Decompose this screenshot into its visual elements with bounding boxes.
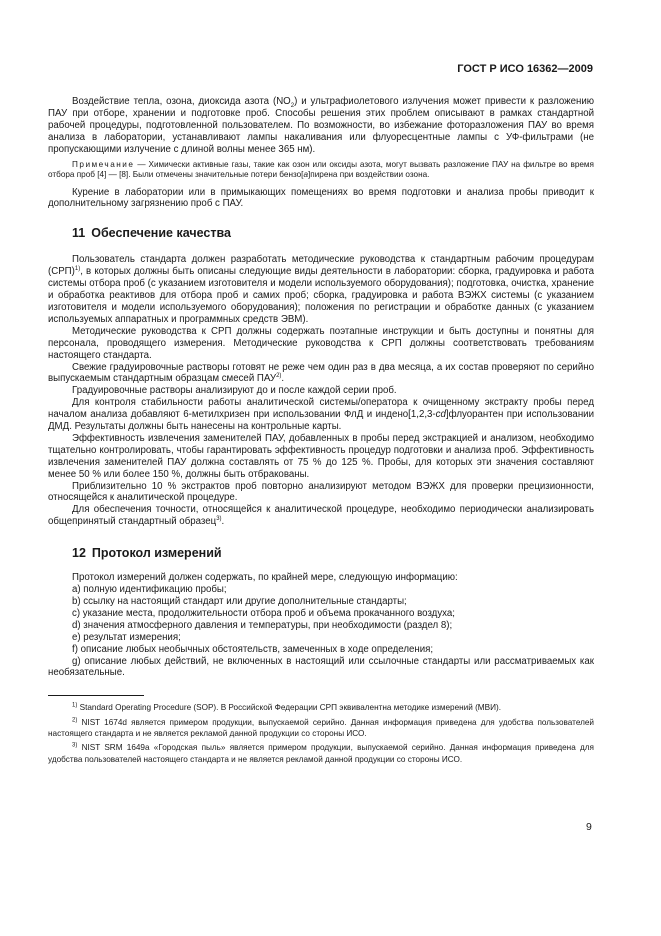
s11-paragraph-6: Эффективность извлечения заменителей ПАУ, добавленных в пробы перед экстракцией и анализом, необходимо тщательно контролировать, чтобы гарантировать эффективность процедур подготовки и анализа проб. Эффективность извлечения заменителей ПАУ должна составлять от 75 % до 125 %. Пробы, для которых эти значения составляют менее 50 % или более 150 %, должны быть отбракованы. <box>48 432 594 480</box>
standard-header: ГОСТ Р ИСО 16362—2009 <box>457 63 593 75</box>
footnote-ref: 1) <box>74 266 81 273</box>
footnote-3 <box>48 742 594 765</box>
s11-paragraph-8 <box>48 504 594 528</box>
section-12-heading <box>48 546 594 560</box>
subscript: 2 <box>290 102 295 109</box>
section-11-heading <box>48 226 594 240</box>
text-run: . <box>221 516 225 528</box>
section-number: 12 <box>72 546 86 561</box>
text-run: ]флуорантен при использовании ДМД. Результаты должны быть нанесены на контрольные карты. <box>48 409 594 433</box>
italic-run: a <box>303 170 309 180</box>
s11-paragraph-4: Градуировочные растворы анализируют до и после каждой серии проб. <box>72 385 397 397</box>
text-run: Для контроля стабильности работы аналитической системы/оператора к очищенному экстракту пробы перед началом анализа добавляют 6-метилхризен при использовании ФлД и индено[1,2,3- <box>48 397 594 421</box>
s11-paragraph-5 <box>48 397 594 433</box>
list-item: f) описание любых необычных обстоятельств, замеченных в ходе определения; <box>72 643 434 655</box>
footnote-mark: 1) <box>72 702 78 709</box>
section-title: Обеспечение качества <box>91 226 231 241</box>
text-run: , в которых должны быть описаны следующие виды деятельности в лаборатории: сборка, градуировка и работа системы отбора проб (с указанием изготовителя и модели используемого оборудования); подготовка, очистка, хранение и обработка реактивов для отбора проб и самих проб; сборка, градуировка и работа ВЭЖХ системы (с указанием изготовителя и модели используемого оборудования); положения по регистрации и обработке данных (с указанием используемых аппаратных и программных средств ЭВМ). <box>48 266 594 325</box>
page-content <box>48 96 594 768</box>
footnote-text: NIST 1674d является примером продукции, выпускаемой серийно. Данная информация приведена для удобства пользователей настоящего стандарта и не является рекламой данной продукции со стороны ИСО. <box>48 717 594 738</box>
footnote-text: Standard Operating Procedure (SOP). В Российской Федерации СРП эквивалентна методике измерений (МВИ). <box>77 703 501 713</box>
s11-paragraph-3 <box>48 362 594 386</box>
text-run: ]пирена при воздействии озона. <box>308 170 430 180</box>
list-item: b) ссылку на настоящий стандарт или другие дополнительные стандарты; <box>72 596 407 607</box>
report-contents-list <box>48 584 594 679</box>
text-run: . <box>281 373 285 385</box>
page-number: 9 <box>586 821 592 833</box>
s12-intro: Протокол измерений должен содержать, по крайней мере, следующую информацию: <box>72 572 458 584</box>
text-run: — Химически активные газы, такие как озон или оксиды азота, могут вызвать разложение ПАУ на фильтре во время отбора проб [4] — [8]. Были отмечены значительные потери бензо[ <box>48 159 594 180</box>
footnote-ref: 2) <box>276 373 282 380</box>
italic-run: cd <box>435 409 446 421</box>
note-paragraph <box>48 160 594 181</box>
text-run: ) и ультрафиолетового излучения может привести к разложению ПАУ при отборе, хранении и подготовке проб. Способы решения этих проблем описывают в рамках стандартной рабочей процедуры, подготовленной пользователем. По возможности, во избежание фоторазложения ПАУ во время анализа в лаборатории, устанавливают лампы накаливания или флуоресцентные лампы с УФ-фильтрами (не пропускающими излучение с длиной волны менее 365 нм). <box>48 96 594 155</box>
footnote-mark: 3) <box>72 742 78 749</box>
list-item: a) полную идентификацию пробы; <box>72 584 227 596</box>
s11-paragraph-7: Приблизительно 10 % экстрактов проб повторно анализируют методом ВЭЖХ для проверки прецизионности, относящейся к аналитической процедуре. <box>48 480 594 504</box>
footnote-mark: 2) <box>72 716 78 723</box>
footnote-1 <box>48 702 594 713</box>
text-run: Свежие градуировочные растворы готовят не реже чем один раз в два месяца, а их состав проверяют по серийно выпускаемым стандартным образцам смесей ПАУ <box>48 361 594 385</box>
text-run: Воздействие тепла, озона, диоксида азота (NO <box>72 96 291 107</box>
s11-paragraph-1 <box>48 254 594 325</box>
footnote-separator <box>48 695 144 696</box>
text-run: Пользователь стандарта должен разработать методические руководства к стандартным рабочим процедурам (СРП) <box>48 254 594 278</box>
list-item: g) описание любых действий, не включенных в настоящий или ссылочные стандарты или рассматриваемых как необязательные. <box>48 655 594 679</box>
footnote-ref: 3) <box>216 516 222 523</box>
list-item: c) указание места, продолжительности отбора проб и объема прокачанного воздуха; <box>72 607 455 619</box>
note-label: Примечание <box>72 159 135 169</box>
list-item: d) значения атмосферного давления и температуры, при необходимости (раздел 8); <box>72 619 453 631</box>
footnote-2 <box>48 717 594 740</box>
list-item: e) результат измерения; <box>72 631 181 643</box>
section-number: 11 <box>72 226 86 241</box>
s11-paragraph-2: Методические руководства к СРП должны содержать поэтапные инструкции и быть доступны и понятны для персонала, проводящего измерения. Методические руководства к СРП должны соответствовать требованиям настоящего стандарта. <box>48 325 594 361</box>
section-title: Протокол измерений <box>91 546 222 561</box>
text-run: Для обеспечения точности, относящейся к аналитической процедуре, необходимо периодически анализировать общепринятый стандартный образец <box>48 504 594 528</box>
intro-paragraph-1 <box>48 96 594 156</box>
footnote-text: NIST SRM 1649a «Городская пыль» является примером продукции, выпускаемой серийно. Данная информация приведена для удобства пользователей настоящего стандарта и не является рекламой данной продукции со стороны ИСО. <box>48 743 594 764</box>
intro-paragraph-2: Курение в лаборатории или в примыкающих помещениях во время подготовки и анализа пробы приводит к дополнительному загрязнению проб с ПАУ. <box>48 186 594 210</box>
